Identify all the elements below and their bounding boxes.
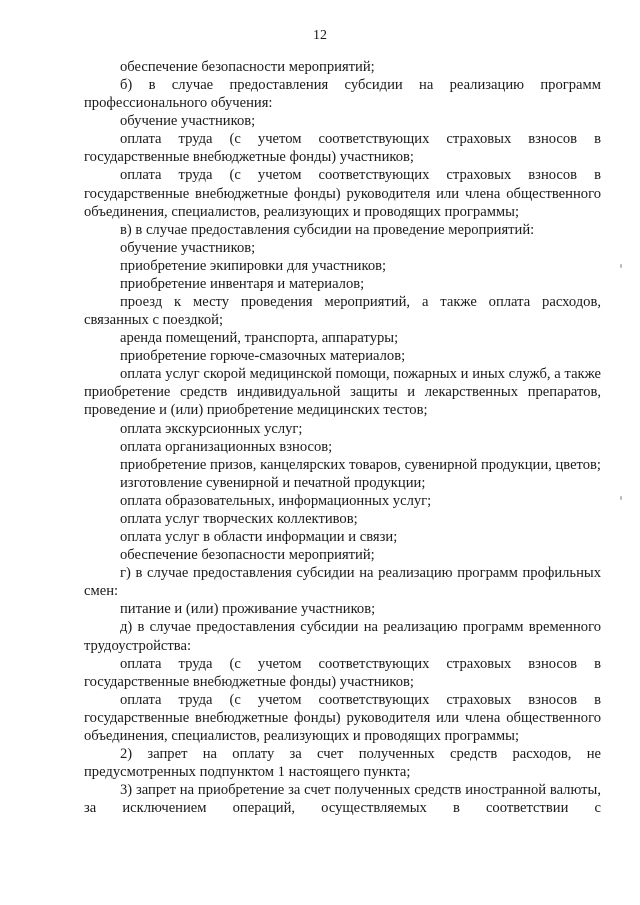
paragraph-food-accommodation: питание и (или) проживание участников; — [120, 601, 376, 618]
paragraph-prohibition-2: 2) запрет на оплату за счет полученных средств расходов, не предусмотренных подпунктом 1 настоящего пункта; — [84, 745, 601, 781]
scan-mark — [620, 264, 622, 268]
paragraph-safety-1: обеспечение безопасности мероприятий; — [120, 59, 375, 75]
paragraph-pay-leader-1: оплата труда (с учетом соответствующих страховых взносов в государственные внебюджетные фонды) руководителя или члена общественного объединения, специалистов, реализующих и проводящих программы; — [84, 167, 601, 220]
paragraph-prizes: приобретение призов, канцелярских товаров, сувенирной продукции, цветов; — [120, 456, 601, 473]
paragraph-training-participants-2: обучение участников; — [120, 239, 256, 256]
paragraph-pay-leader-2: оплата труда (с учетом соответствующих страховых взносов в государственные внебюджетные фонды) руководителя или члена общественного объединения, специалистов, реализующих и проводящих программы; — [84, 691, 601, 744]
paragraph-travel: проезд к месту проведения мероприятий, а также оплата расходов, связанных с поездкой; — [84, 294, 601, 329]
document-body — [84, 58, 601, 817]
page-number: 12 — [313, 28, 327, 43]
paragraph-medical-services: оплата услуг скорой медицинской помощи, пожарных и иных служб, а также приобретение средств индивидуальной защиты и лекарственных препаратов, проведение и (или) приобретение медицинских тестов; — [84, 366, 601, 419]
paragraph-safety-2: обеспечение безопасности мероприятий; — [120, 547, 375, 564]
paragraph-excursions: оплата экскурсионных услуг; — [120, 420, 303, 437]
paragraph-rent: аренда помещений, транспорта, аппаратуры; — [120, 330, 399, 347]
paragraph-inventory: приобретение инвентаря и материалов; — [120, 275, 365, 292]
paragraph-pay-participants-1: оплата труда (с учетом соответствующих страховых взносов в государственные внебюджетные фонды) участников; — [84, 131, 601, 166]
paragraph-communication-services: оплата услуг в области информации и связи; — [120, 529, 398, 546]
paragraph-d-temporary-employment: д) в случае предоставления субсидии на реализацию программ временного трудоустройства: — [84, 619, 601, 654]
scan-mark — [620, 496, 622, 500]
paragraph-c-events: в) в случае предоставления субсидии на проведение мероприятий: — [120, 221, 535, 238]
paragraph-pay-participants-2: оплата труда (с учетом соответствующих страховых взносов в государственные внебюджетные фонды) участников; — [84, 655, 601, 690]
paragraph-g-profile-shifts: г) в случае предоставления субсидии на реализацию программ профильных смен: — [84, 565, 601, 600]
paragraph-organizational-fees: оплата организационных взносов; — [120, 438, 333, 455]
paragraph-prohibition-3: 3) запрет на приобретение за счет полученных средств иностранной валюты, за исключением операций, осуществляемых в соответствии с — [84, 782, 601, 817]
paragraph-creative-groups: оплата услуг творческих коллективов; — [120, 510, 358, 527]
paragraph-educational-services: оплата образовательных, информационных услуг; — [120, 492, 432, 509]
paragraph-souvenirs: изготовление сувенирной и печатной продукции; — [120, 474, 426, 491]
paragraph-training-participants-1: обучение участников; — [120, 113, 256, 130]
paragraph-b-professional-training: б) в случае предоставления субсидии на реализацию программ профессионального обучения: — [84, 77, 601, 112]
paragraph-equipment: приобретение экипировки для участников; — [120, 257, 387, 274]
paragraph-fuel: приобретение горюче-смазочных материалов; — [120, 348, 406, 365]
